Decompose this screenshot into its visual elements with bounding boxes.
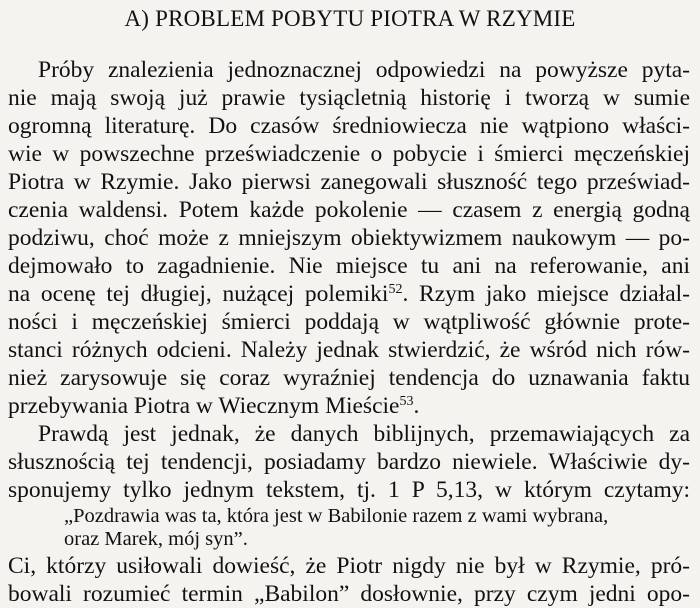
quote-line: oraz Marek, mój syn”. [64, 528, 248, 550]
text-line: czenia waldensi. Potem każde pokolenie — czasem z energią godną [8, 197, 690, 223]
text-line: stanci różnych odcieni. Należy jednak stwierdzić, że wśród nich rów- [8, 337, 690, 363]
text-line: nież zarysowuje się coraz wyraźniej tendencja do uznawania faktu [8, 365, 690, 391]
text-line: Prawdą jest jednak, że danych biblijnych, przemawiających za [38, 421, 690, 447]
text-line: Piotra w Rzymie. Jako pierwsi zanegowali słuszność tego przeświad- [8, 169, 690, 195]
text-line: słusznością tej tendencji, posiadamy bardzo niewiele. Właściwie dy- [8, 449, 690, 475]
text-segment: . Rzym jako miejsce działal- [402, 281, 690, 307]
text-line: Próby znalezienia jednoznacznej odpowiedzi na powyższe pyta- [38, 57, 690, 83]
text-line: dejmowało to zagadnienie. Nie miejsce tu ani na referowanie, ani [8, 253, 690, 279]
text-line [8, 280, 690, 308]
footnote-ref-52[interactable]: 52 [388, 282, 403, 297]
text-segment: przebywania Piotra w Wiecznym Mieście [8, 393, 400, 419]
text-segment: . [413, 393, 420, 419]
text-line: ności i męczeńskiej śmierci poddają w wątpliwość głównie prote- [8, 309, 690, 335]
text-segment: na ocenę tej długiej, nużącej polemiki [8, 281, 389, 307]
text-line: sponujemy tylko jednym tekstem, tj. 1 P 5,13, w którym czytamy: [8, 477, 690, 503]
text-line: Ci, którzy usiłowali dowieść, że Piotr nigdy nie był w Rzymie, pró- [8, 553, 690, 579]
section-heading: A) PROBLEM POBYTU PIOTRA W RZYMIE [124, 6, 576, 31]
text-line: bowali rozumieć termin „Babilon” dosłownie, przy czym jedni opo- [8, 581, 690, 607]
quote-line: „Pozdrawia was ta, która jest w Babilonie razem z wami wybrana, [64, 505, 609, 527]
text-line [8, 392, 690, 420]
text-line: wie w powszechne przeświadczenie o pobycie i śmierci męczeńskiej [8, 141, 690, 167]
text-line: podziwu, choć może z mniejszym obiektywizmem naukowym — po- [8, 225, 690, 251]
text-line: ogromną literaturę. Do czasów średniowiecza nie wątpiono właści- [8, 113, 690, 139]
footnote-ref-53[interactable]: 53 [399, 394, 414, 409]
text-line: nie mają swoją już prawie tysiącletnią historię i tworzą w sumie [8, 85, 690, 111]
